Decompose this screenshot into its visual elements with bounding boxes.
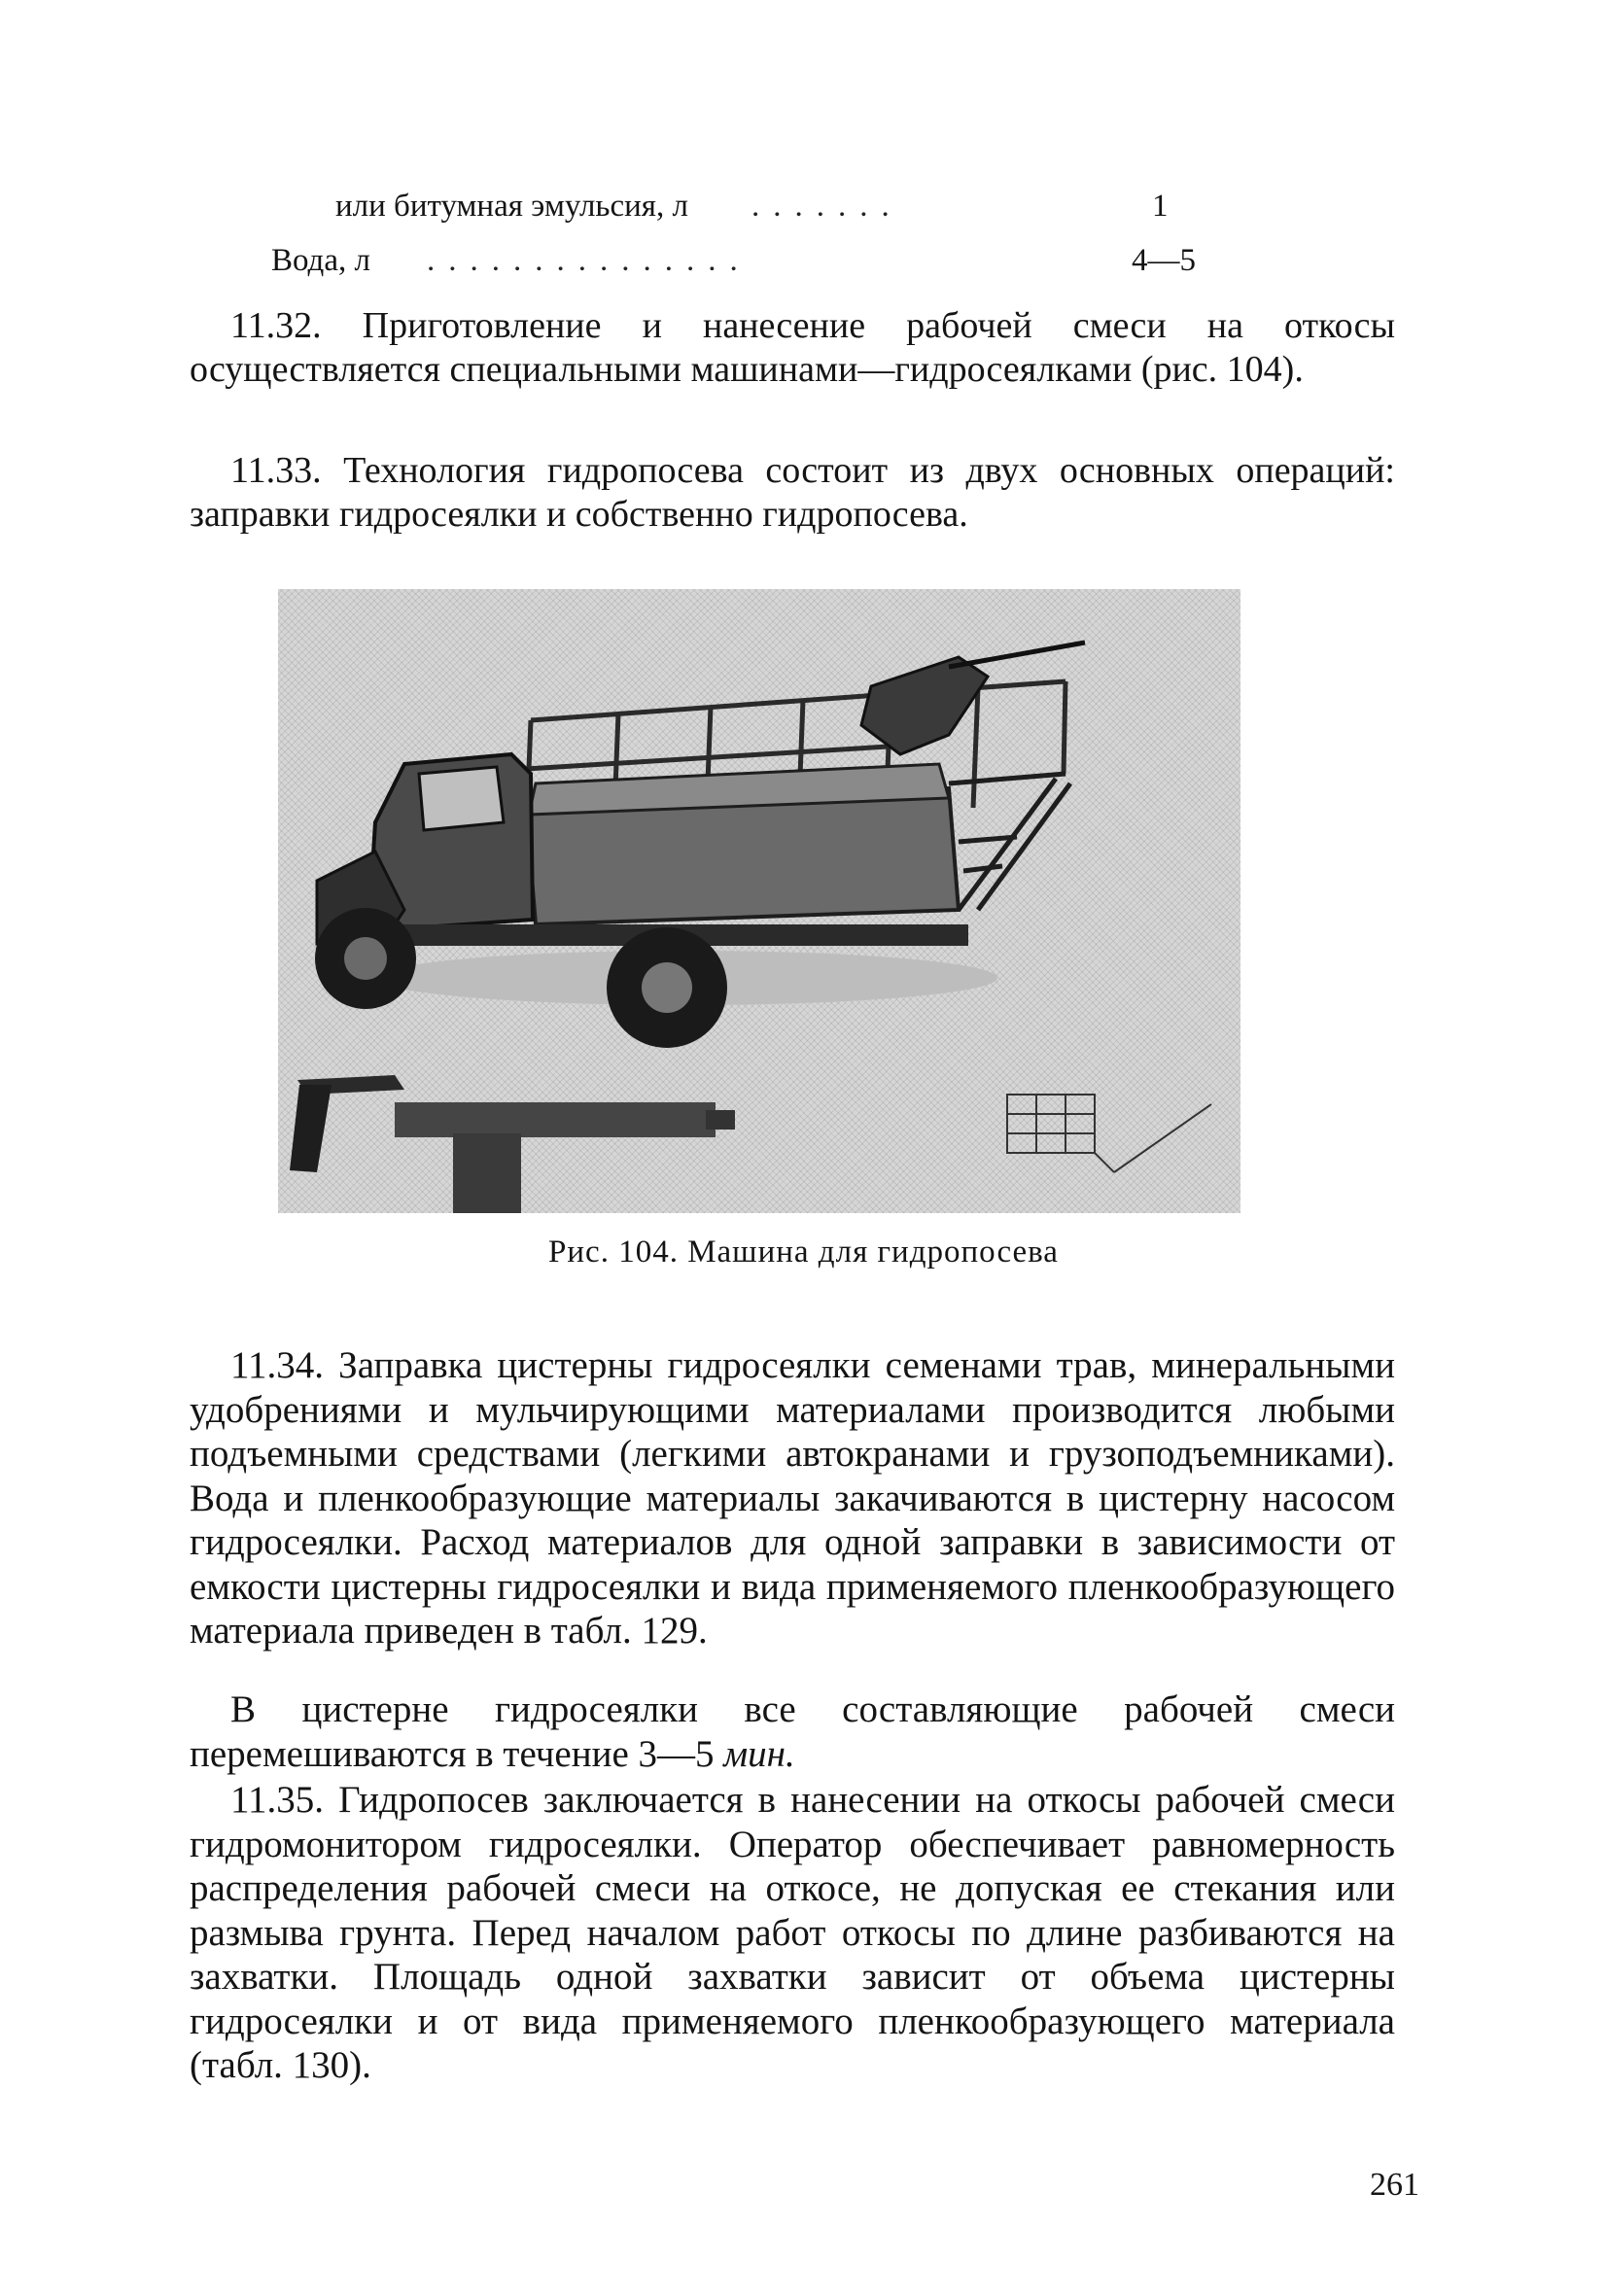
- paragraph-11-33: 11.33. Технология гидропосева состоит из двух основных операций: заправки гидросеялки и собственно гидропосева.: [190, 450, 1395, 535]
- paragraph-mixing: [190, 1687, 1395, 1776]
- rear-ladder: [949, 774, 1070, 910]
- figure-104-photo: [278, 589, 1240, 1213]
- table-row-label: или битумная эмульсия, л: [335, 189, 688, 224]
- table-row-value: 1: [1152, 189, 1169, 224]
- monitor-nozzle: [949, 643, 1085, 667]
- nozzle-mount: [453, 1133, 521, 1213]
- paragraph-11-35: 11.35. Гидропосев заключается в нанесении на откосы рабочей смеси гидромонитором гидросеялки. Оператор обеспечивает равномерность распределения рабочей смеси на откосе, не допуская ее стекания или размыва грунта. Перед началом работ откосы по длине разбиваются на захватки. Площадь одной захватки зависит от объема цистерны гидросеялки и от вида применяемого пленкообразующего материала (табл. 130).: [190, 1779, 1395, 2086]
- page-number: 261: [1370, 2167, 1419, 2203]
- leader-dots: .......: [751, 189, 903, 224]
- table-row-value: 4—5: [1132, 243, 1196, 278]
- paragraph-mixing-unit: мин.: [723, 1732, 795, 1775]
- tank-diagram: [1007, 1095, 1211, 1172]
- figure-caption: Рис. 104. Машина для гидропосева: [548, 1235, 1059, 1270]
- pump-unit: [861, 657, 988, 754]
- paragraph-mixing-text: В цистерне гидросеялки все составляющие рабочей смеси перемешиваются в течение 3—5: [190, 1688, 1395, 1775]
- cab-window: [419, 767, 504, 830]
- paragraph-11-32: 11.32. Приготовление и нанесение рабочей смеси на откосы осуществляется специальными машинами—гидросеялками (рис. 104).: [190, 305, 1395, 390]
- nozzle-barrel: [395, 1102, 716, 1137]
- leader-dots: ...............: [427, 243, 751, 278]
- paragraph-11-34: 11.34. Заправка цистерны гидросеялки семенами трав, минеральными удобрениями и мульчирующими материалами производится любыми подъемными средствами (легкими автокранами и грузоподъемниками). Вода и пленкообразующие материалы закачиваются в цистерну насосом гидросеялки. Расход материалов для одной заправки в зависимости от емкости цистерны гидросеялки и вида применяемого пленкообразующего материала приведен в табл. 129.: [190, 1344, 1395, 1652]
- table-row-label: Вода, л: [271, 243, 370, 278]
- nozzle-grip: [290, 1085, 332, 1172]
- truck-illustration: [278, 589, 1240, 1213]
